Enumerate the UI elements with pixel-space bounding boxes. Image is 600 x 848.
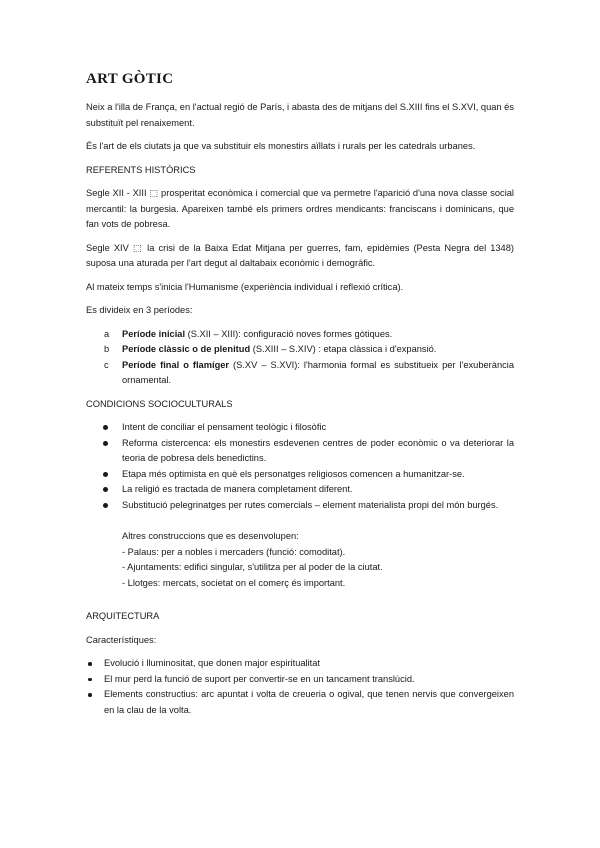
periods-list — [86, 327, 514, 389]
section-heading-condicions: CONDICIONS SOCIOCULTURALS — [86, 398, 233, 409]
list-item-text: La religió es tractada de manera completament diferent. — [122, 484, 353, 494]
intro-paragraph-1: Neix a l'illa de França, en l'actual regió de París, i abasta des de mitjans del S.XIII fins el S.XVI, quan és substituït pel renaixement. — [86, 102, 514, 128]
referents-paragraph-1: Segle XII - XIII ⬚ prosperitat econòmica i comercial que va permetre l'aparició d'una nova classe social mercantil: la burgesia. Apareixen també els primers ordres mendicants: franciscans i dominicans, que fan vots de pobresa. — [86, 188, 514, 229]
referents-paragraph-2: Segle XIV ⬚ la crisi de la Baixa Edat Mitjana per guerres, fam, epidèmies (Pesta Negra del 1348) suposa una aturada per l'art degut al daltabaix econòmic i demogràfic. — [86, 242, 514, 268]
bullet-icon — [88, 693, 92, 697]
bullet-icon — [103, 487, 108, 492]
intro-paragraph-2: És l'art de els ciutats ja que va substituir els monestirs aïllats i rurals per les catedrals urbanes. — [86, 141, 476, 151]
period-name: Període inicial — [122, 328, 186, 339]
list-item-text: Substitució pelegrinatges per rutes comercials – element materialista propi del món burgés. — [122, 499, 499, 510]
period-item — [86, 342, 514, 358]
list-item — [86, 420, 514, 436]
bullet-icon — [103, 503, 108, 508]
bullet-icon — [103, 441, 108, 446]
bullet-icon — [103, 425, 108, 430]
bullet-icon — [88, 678, 92, 682]
page-title: ART GÒTIC — [86, 71, 174, 87]
period-text: (S.XV – S.XVI): l'harmonia formal es substitueix per l'exuberància ornamental. — [122, 359, 514, 385]
other-construction-item: - Ajuntaments: edifici singular, s'utilitza per al poder de la ciutat. — [122, 562, 383, 572]
period-marker: b — [104, 344, 110, 354]
subheading-caracteristiques: Característiques: — [86, 634, 157, 645]
period-name: Període final o flamíger — [122, 359, 230, 370]
list-item — [86, 436, 514, 467]
list-item-text: Reforma cistercenca: els monestirs esdevenen centres de poder econòmic o va deteriorar la teoria de pobresa dels benedictins. — [122, 437, 514, 463]
other-construction-item: - Palaus: per a nobles i mercaders (funció: comoditat). — [122, 546, 346, 557]
section-heading-referents: REFERENTS HISTÒRICS — [86, 164, 196, 175]
other-constructions — [86, 521, 514, 591]
condicions-list — [86, 420, 514, 513]
bullet-icon — [88, 662, 92, 666]
period-marker: a — [104, 328, 110, 339]
other-construction-item: - Llotges: mercats, societat on el comerç és important. — [122, 577, 346, 588]
other-constructions-intro: Altres construccions que es desenvolupen: — [122, 531, 299, 541]
period-name: Període clàssic o de plenitud — [122, 344, 251, 354]
referents-paragraph-4: Es divideix en 3 períodes: — [86, 305, 193, 315]
list-item — [86, 498, 514, 514]
list-item — [86, 482, 514, 498]
period-marker: c — [104, 359, 109, 370]
bullet-icon — [103, 472, 108, 477]
list-item-text: Intent de conciliar el pensament teològic i filosòfic — [122, 422, 327, 432]
list-item-text: El mur perd la funció de suport per convertir-se en un tancament translúcid. — [104, 673, 415, 684]
period-text: (S.XII – XIII): configuració noves formes gòtiques. — [185, 328, 393, 339]
list-item — [86, 687, 514, 718]
period-item — [86, 358, 514, 389]
list-item — [86, 656, 514, 672]
list-item — [86, 467, 514, 483]
arquitectura-list — [86, 656, 514, 718]
section-heading-arquitectura: ARQUITECTURA — [86, 611, 160, 621]
list-item — [86, 672, 514, 688]
referents-paragraph-3: Al mateix temps s'inicia l'Humanisme (experiència individual i reflexió crítica). — [86, 281, 404, 292]
list-item-text: Etapa més optimista en què els personatges religiosos comencen a humanitzar-se. — [122, 468, 465, 479]
list-item-text: Elements constructius: arc apuntat i volta de creueria o ogival, que tenen nervis que convergeixen en la clau de la volta. — [104, 689, 514, 715]
period-text: (S.XIII – S.XIV) : etapa clàssica i d'expansió. — [250, 344, 437, 354]
period-item — [86, 327, 514, 343]
list-item-text: Evolució i lluminositat, que donen major espiritualitat — [104, 658, 321, 668]
